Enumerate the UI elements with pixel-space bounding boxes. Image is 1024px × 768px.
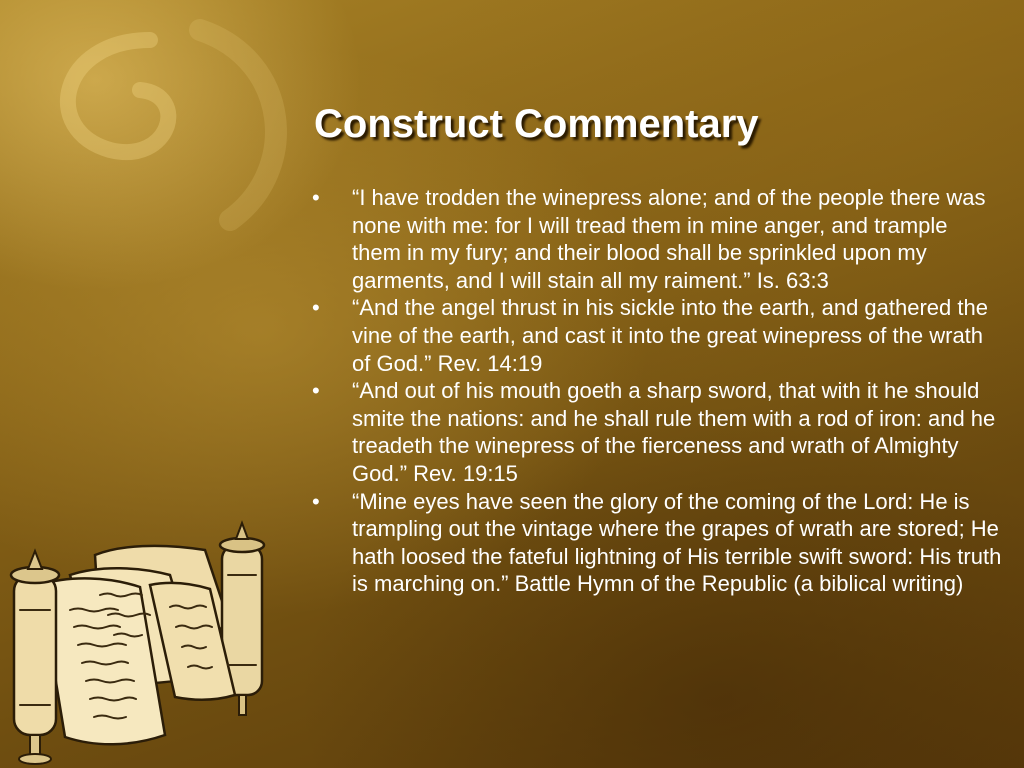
bullet-text: “I have trodden the winepress alone; and of the people there was none with me: for I will tread them in mine anger, and trample them in my fury; and their blood shall be sprinkled upon my garments, and I will stain all my raiment.” Is. 63:3 (352, 185, 986, 293)
bullet-text: “And out of his mouth goeth a sharp sword, that with it he should smite the nations: and he shall rule them with a rod of iron: and he treadeth the winepress of the fierceness and wrath of Almighty God.” Rev. 19:15 (352, 378, 996, 486)
slide-title: Construct Commentary (314, 102, 759, 146)
bullet-item (310, 184, 1010, 294)
bullet-marker: • (312, 295, 320, 321)
bullet-item (310, 294, 1010, 377)
bullet-marker: • (312, 488, 320, 514)
bullet-marker: • (312, 185, 320, 210)
bullet-list (310, 184, 1010, 598)
bullet-text: “Mine eyes have seen the glory of the coming of the Lord: He is trampling out the vintage where the grapes of wrath are stored; He hath loosed the fateful lightning of His terrible swift sword: His truth is marching on.” Battle Hymn of the Republic (a biblical writing) (352, 488, 1002, 597)
bullet-item (310, 488, 1010, 598)
bullet-text: “And the angel thrust in his sickle into the earth, and gathered the vine of the earth, and cast it into the great winepress of the wrath of God.” Rev. 14:19 (352, 295, 988, 376)
bullet-marker: • (312, 378, 320, 404)
scrolls-icon (0, 515, 300, 768)
bullet-item (310, 377, 1010, 487)
